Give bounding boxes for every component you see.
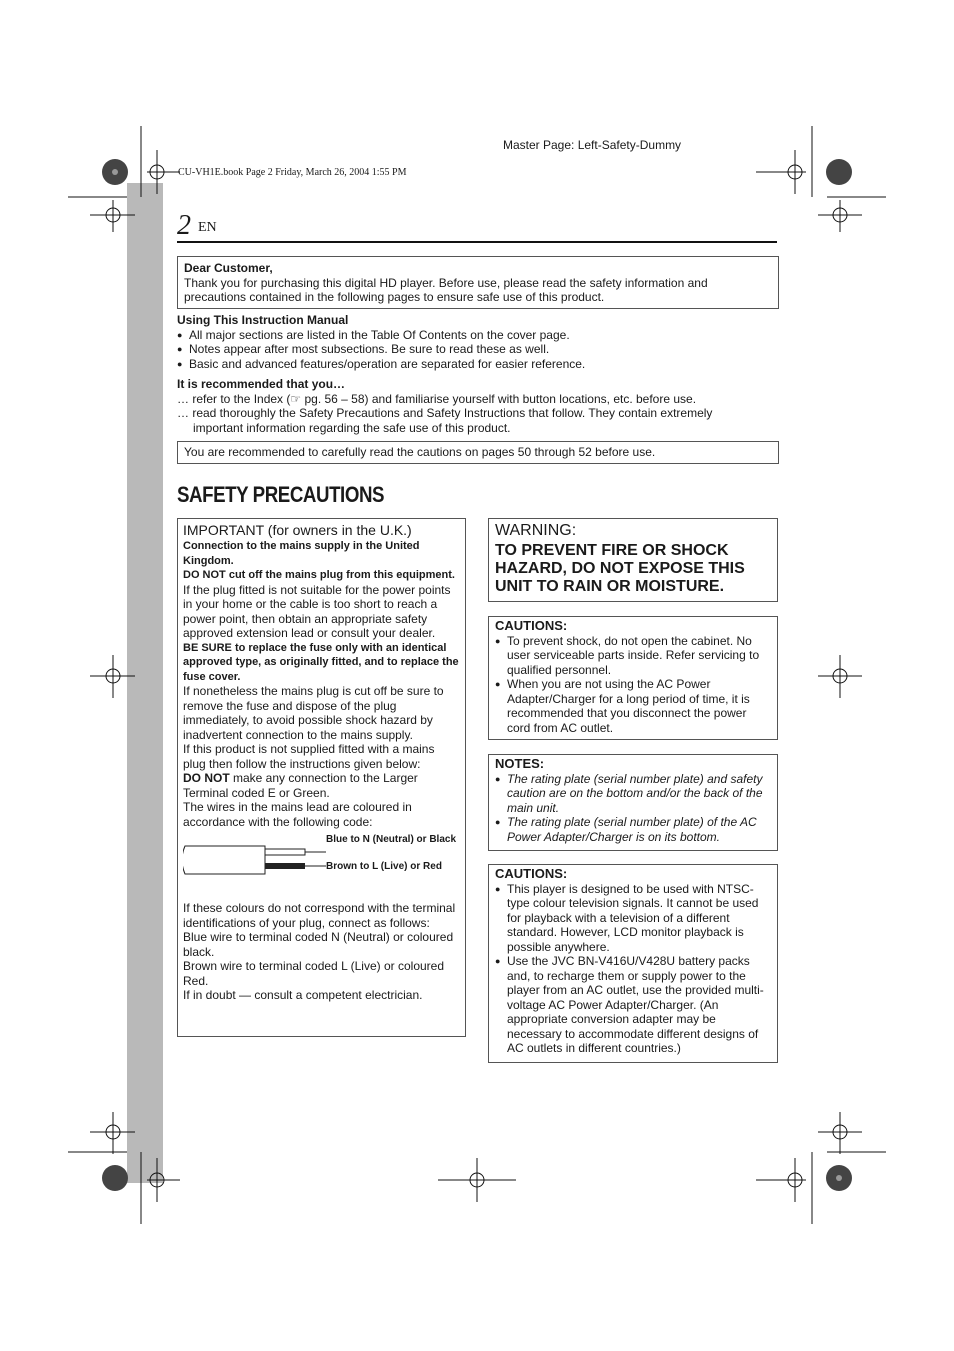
intro-body: Thank you for purchasing this digital HD player. Before use, please read the safety information and precautions contained in the following pages to ensure safe use of this product. bbox=[184, 275, 708, 304]
recommend-section bbox=[177, 377, 777, 435]
manual-item: ● Basic and advanced features/operation are separated for easier reference. bbox=[177, 357, 777, 372]
caution-item: ● This player is designed to be used with NTSC-type colour television signals. It cannot be used for playback with a television of a different standard. However, LCD monitor playback is possible anywhere. bbox=[495, 882, 771, 955]
uk-paragraph: If nonetheless the mains plug is cut off be sure to remove the fuse and dispose of the plug immediately, to avoid possible shock hazard by inadvertent connection to the mains supply. bbox=[183, 684, 444, 742]
note-item: ● The rating plate (serial number plate) of the AC Power Adapter/Charger is on its bottom. bbox=[495, 815, 771, 844]
notice-box bbox=[177, 441, 779, 464]
wire-brown-label: Brown to L (Live) or Red bbox=[326, 861, 442, 872]
uk-box bbox=[177, 518, 466, 1037]
notice-text: You are recommended to carefully read the cautions on pages 50 through 52 before use. bbox=[184, 445, 656, 459]
wire-cable-icon bbox=[183, 843, 328, 879]
uk-do-not: DO NOT bbox=[183, 771, 230, 785]
intro-box bbox=[177, 256, 779, 309]
uk-paragraph: If the plug fitted is not suitable for the power points in your home or the cable is too short to reach a power point, then obtain an appropriate safety approved extension lead or consult your dealer. bbox=[183, 582, 451, 640]
master-page-label: Master Page: Left-Safety-Dummy bbox=[503, 138, 682, 152]
warning-body: TO PREVENT FIRE OR SHOCK HAZARD, DO NOT EXPOSE THIS UNIT TO RAIN OR MOISTURE. bbox=[495, 542, 745, 595]
header-rule bbox=[177, 241, 777, 243]
caution-item: ● When you are not using the AC Power Adapter/Charger for a long period of time, it is recommended that you disconnect the power cord from AC outlet. bbox=[495, 677, 771, 735]
notes-box bbox=[488, 754, 778, 851]
caution-item: ● To prevent shock, do not open the cabinet. No user serviceable parts inside. Refer servicing to qualified personnel. bbox=[495, 634, 771, 678]
notes-title: NOTES: bbox=[495, 756, 545, 771]
uk-title: IMPORTANT (for owners in the U.K.) bbox=[183, 522, 412, 538]
cautions-title: CAUTIONS: bbox=[495, 866, 568, 881]
uk-paragraph: If these colours do not correspond with the terminal identifications of your plug, connect as follows: bbox=[183, 901, 456, 930]
uk-paragraph: If this product is not supplied fitted with a mains plug then follow the instructions given below: bbox=[183, 742, 435, 771]
uk-paragraph: The wires in the mains lead are coloured in accordance with the following code: bbox=[183, 800, 412, 829]
recommend-line: … refer to the Index (☞ pg. 56 – 58) and familiarise yourself with button locations, etc. before use. bbox=[177, 391, 697, 406]
uk-do-not-rest: make any connection to the Larger Terminal coded E or Green. bbox=[183, 771, 418, 800]
uk-paragraph: If in doubt — consult a competent electrician. bbox=[183, 988, 423, 1002]
warning-title: WARNING: bbox=[495, 522, 577, 539]
recommend-title: It is recommended that you… bbox=[177, 377, 346, 391]
intro-title: Dear Customer, bbox=[184, 261, 273, 275]
uk-paragraph: Blue wire to terminal coded N (Neutral) or coloured black. bbox=[183, 930, 454, 959]
note-item: ● The rating plate (serial number plate) and safety caution are on the bottom and/or the back of the main unit. bbox=[495, 772, 771, 816]
uk-paragraph bbox=[183, 771, 460, 800]
caution-item: ● Use the JVC BN-V416U/V428U battery packs and, to recharge them or supply power to the player from an AC outlet, use the provided multi-voltage AC Power Adapter/Charger. (An appropriate conversion adapter may be necessary to accommodate different designs of AC outlets in different countries.) bbox=[495, 954, 771, 1056]
uk-bold-text: BE SURE to replace the fuse only with an identical approved type, as originally fitted, and to replace the fuse cover. bbox=[183, 641, 459, 683]
wire-blue-label: Blue to N (Neutral) or Black bbox=[326, 834, 457, 845]
page-language: EN bbox=[198, 220, 217, 235]
manual-item: ● All major sections are listed in the Table Of Contents on the cover page. bbox=[177, 328, 777, 343]
section-title: SAFETY PRECAUTIONS bbox=[177, 482, 385, 507]
wire-diagram bbox=[183, 829, 460, 891]
manual-title: Using This Instruction Manual bbox=[177, 313, 349, 327]
recommend-line: important information regarding the safe use of this product. bbox=[193, 420, 511, 435]
book-info-line: CU-VH1E.book Page 2 Friday, March 26, 2004 1:55 PM bbox=[178, 167, 407, 178]
recommend-line: … read thoroughly the Safety Precautions and Safety Instructions that follow. They contain extremely bbox=[177, 406, 713, 420]
warning-box bbox=[488, 518, 778, 602]
manual-item: ● Notes appear after most subsections. Be sure to read these as well. bbox=[177, 342, 777, 357]
page-number: 2 bbox=[177, 210, 191, 241]
cautions-box-1 bbox=[488, 616, 778, 740]
manual-section bbox=[177, 313, 777, 371]
uk-bold-text: Connection to the mains supply in the United Kingdom. bbox=[183, 540, 420, 567]
uk-bold-text: DO NOT cut off the mains plug from this equipment. bbox=[183, 569, 455, 581]
cautions-box-2 bbox=[488, 864, 778, 1063]
uk-paragraph: Brown wire to terminal coded L (Live) or coloured Red. bbox=[183, 959, 445, 988]
cautions-title: CAUTIONS: bbox=[495, 618, 568, 633]
